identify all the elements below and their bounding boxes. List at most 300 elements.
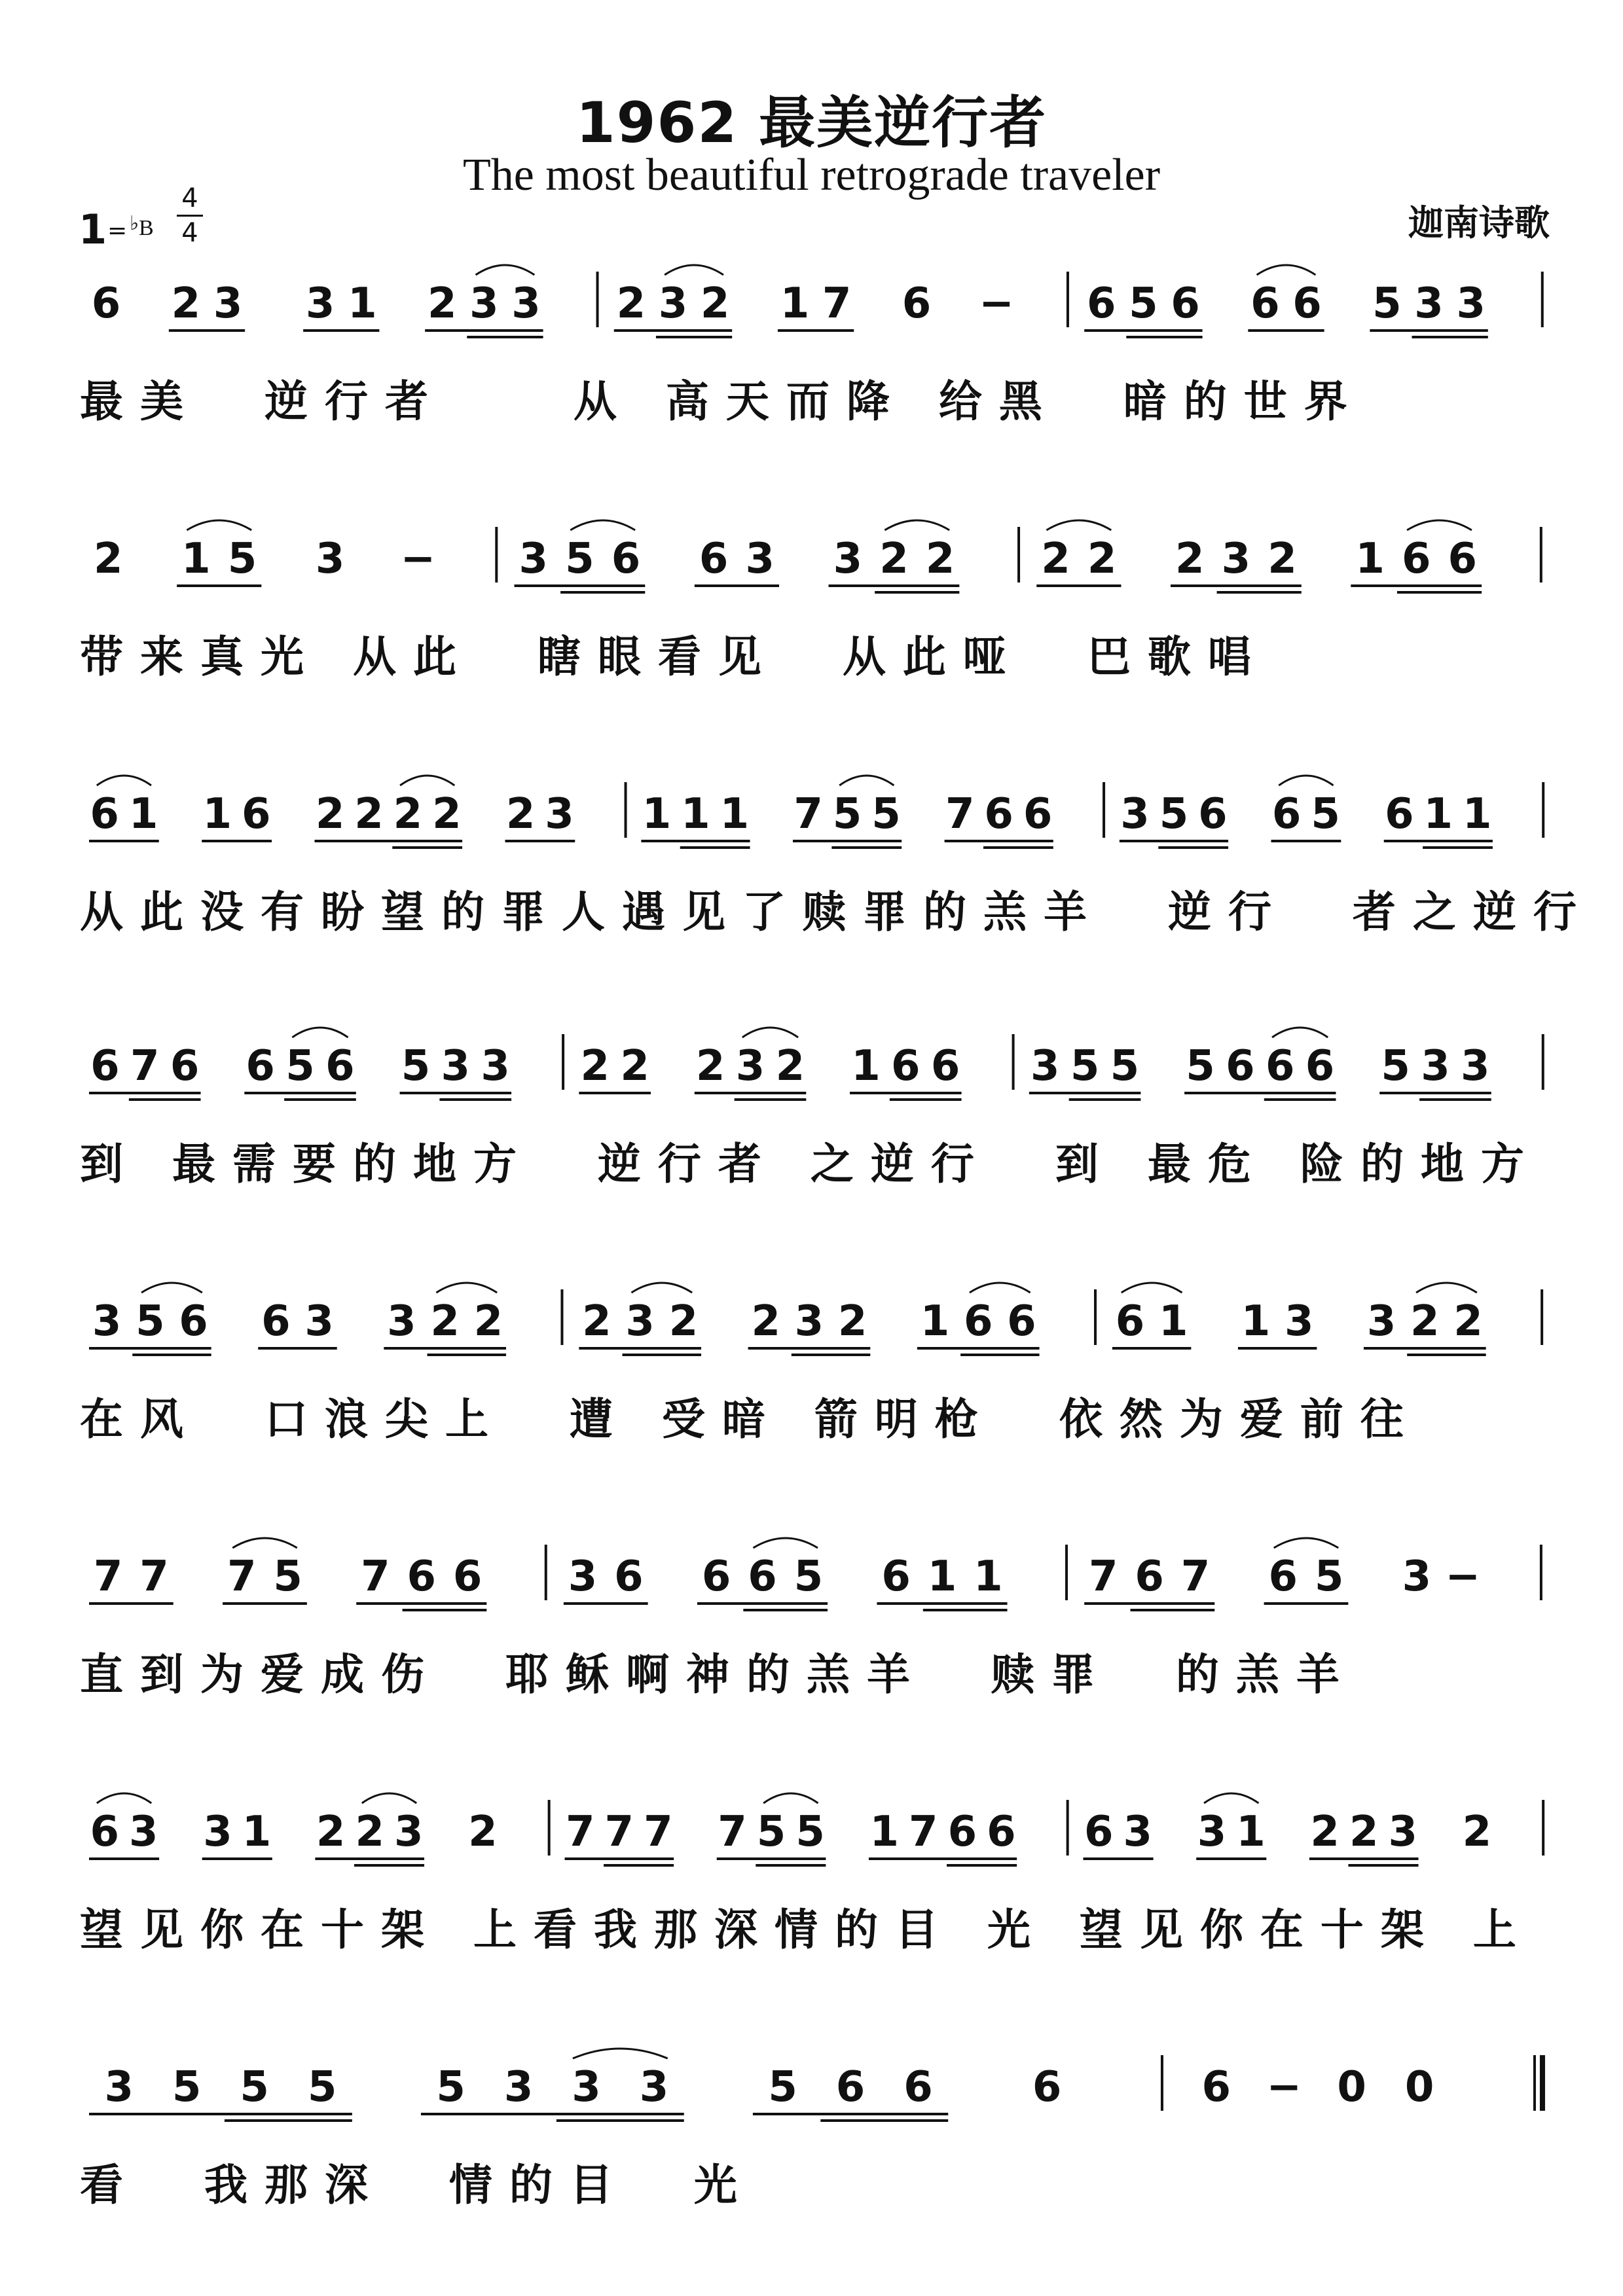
- note: 7: [93, 1552, 123, 1601]
- slur-arc: [1257, 265, 1316, 275]
- note-group: [92, 279, 121, 328]
- note: 1: [869, 1808, 900, 1856]
- note-group: [579, 1283, 701, 1355]
- slur-arc: [742, 1028, 798, 1037]
- lyric-line: 看 我那深 情的目 光: [80, 2160, 754, 2210]
- note: 1: [128, 790, 158, 838]
- note-group: [400, 1042, 512, 1100]
- slur-arc: [1204, 1793, 1258, 1803]
- note: 7: [1180, 1552, 1211, 1601]
- time-top: 4: [181, 183, 198, 213]
- note-group: [564, 1808, 674, 1865]
- lyric-line: 从此没有盼望的罪人遇见了赎罪的羔羊 逆行 者之逆行: [80, 887, 1594, 937]
- note: 7: [361, 1552, 390, 1601]
- note: 6: [1007, 1297, 1036, 1346]
- lyric-line: 带来真光 从此 瞎眼看见 从此哑 巴歌唱: [80, 632, 1268, 682]
- note-group: [1248, 265, 1324, 331]
- note: 5: [1110, 1042, 1140, 1090]
- note: 2: [1410, 1297, 1440, 1346]
- note-group: [1264, 1538, 1349, 1604]
- note: 6: [1171, 279, 1200, 328]
- note: 2: [751, 1297, 780, 1346]
- note-group: [505, 790, 575, 841]
- note: 6: [170, 1042, 200, 1090]
- note: 5: [768, 2063, 797, 2111]
- note: 2: [837, 1297, 867, 1346]
- note: 3: [104, 2063, 134, 2111]
- author-label: 迦南诗歌: [1408, 202, 1550, 243]
- note: 6: [881, 1552, 911, 1601]
- note-group: [979, 279, 1014, 328]
- note: 2: [316, 1808, 346, 1856]
- note: 3: [1456, 279, 1486, 328]
- note: 2: [668, 1297, 699, 1346]
- note: 6: [1135, 1552, 1164, 1601]
- note-group: [1370, 279, 1487, 337]
- note: 2: [620, 1042, 649, 1090]
- note: 6: [930, 1042, 960, 1090]
- note: 5: [1129, 279, 1158, 328]
- note-group: [89, 2063, 352, 2121]
- note: 3: [1123, 1808, 1153, 1856]
- flat-icon: ♭: [130, 212, 139, 235]
- note: 6: [1023, 790, 1053, 838]
- note: 1: [920, 1297, 950, 1346]
- note-group: [89, 1283, 211, 1355]
- note-group: [1201, 2063, 1434, 2111]
- note: 5: [1381, 1042, 1410, 1090]
- note-group: [514, 520, 645, 592]
- lyric-line: 到 最需要的地方 逆行者 之逆行 到 最危 险的地方: [80, 1139, 1541, 1189]
- note-group: [1036, 520, 1121, 586]
- note: 2: [695, 1042, 725, 1090]
- slur-arc: [1407, 520, 1472, 530]
- note: 1: [974, 1552, 1003, 1601]
- note: 3: [572, 2063, 601, 2111]
- note: 7: [945, 790, 975, 838]
- note: 2: [355, 1808, 384, 1856]
- note-group: [421, 2049, 684, 2121]
- note-group: [258, 1297, 337, 1348]
- note: 2: [616, 279, 646, 328]
- note: 5: [273, 1552, 302, 1601]
- note: 3: [387, 1297, 416, 1346]
- slur-arc: [665, 265, 723, 275]
- note-group: [425, 265, 543, 337]
- slur-arc: [1272, 1028, 1328, 1037]
- note: 2: [1175, 535, 1205, 583]
- note-group: [314, 776, 462, 848]
- note-group: [400, 535, 435, 583]
- note: 6: [947, 1808, 977, 1856]
- note: 5: [565, 535, 594, 583]
- note: 3: [745, 535, 775, 583]
- slur-arc: [839, 776, 894, 785]
- note: 6: [963, 1297, 993, 1346]
- note: 5: [307, 2063, 337, 2111]
- note-group: [697, 1538, 828, 1610]
- lyric-line: 直到为爱成伤 耶稣啊神的羔羊 赎罪 的羔羊: [80, 1649, 1357, 1700]
- note-group: [1112, 1283, 1191, 1348]
- slur-arc: [753, 1538, 818, 1548]
- note: 2: [393, 790, 423, 838]
- note: 1: [780, 279, 810, 328]
- note: 2: [1310, 1808, 1340, 1856]
- note-group: [1084, 1552, 1214, 1610]
- note: 6: [1198, 790, 1228, 838]
- note-group: [641, 790, 750, 848]
- note-group: [753, 2063, 948, 2121]
- note: 3: [658, 279, 688, 328]
- note: 6: [1115, 1297, 1145, 1346]
- note: 3: [469, 279, 499, 328]
- note: 5: [285, 1042, 315, 1090]
- note: 2: [427, 279, 457, 328]
- slur-arc: [141, 1283, 202, 1293]
- note: 3: [305, 279, 335, 328]
- note: 6: [984, 790, 1013, 838]
- note-group: [89, 1793, 159, 1859]
- note: 3: [1421, 1042, 1450, 1090]
- note-group: [356, 1552, 486, 1610]
- slur-arc: [400, 776, 454, 785]
- note: 3: [315, 535, 345, 583]
- note-group: [1384, 790, 1493, 848]
- note: 3: [545, 790, 574, 838]
- note-group: [1120, 790, 1228, 848]
- time-divider: [177, 215, 203, 217]
- note: 2: [468, 1808, 498, 1856]
- note: 2: [473, 1297, 503, 1346]
- note-group: [223, 1538, 307, 1604]
- note: 2: [1453, 1297, 1483, 1346]
- note: 3: [511, 279, 541, 328]
- note: 6: [614, 1552, 644, 1601]
- note: 6: [1086, 279, 1116, 328]
- note-group: [945, 790, 1053, 848]
- slur-arc: [884, 520, 949, 530]
- note: 5: [136, 1297, 165, 1346]
- slur-arc: [1279, 776, 1333, 785]
- slur-arc: [970, 1283, 1030, 1293]
- note: 6: [1201, 2063, 1231, 2111]
- note: 6: [699, 535, 729, 583]
- note: 3: [1197, 1808, 1227, 1856]
- note-group: [829, 520, 960, 592]
- note: 3: [503, 2063, 534, 2111]
- note-group: [1379, 1042, 1491, 1100]
- note: 2: [505, 790, 536, 838]
- note: 5: [1070, 1042, 1100, 1090]
- note: 5: [756, 1808, 786, 1856]
- note-group: [177, 520, 261, 586]
- note-group: [1351, 520, 1482, 592]
- note: −: [1266, 2063, 1302, 2111]
- note-group: [384, 1283, 506, 1355]
- note-group: [1364, 1283, 1486, 1355]
- note: 6: [701, 1552, 731, 1601]
- lyric-line: 最美 逆行者 从 高天而降 给黑 暗的世界: [80, 376, 1364, 427]
- note: 5: [172, 2063, 202, 2111]
- note: 6: [1448, 535, 1478, 583]
- note: 5: [795, 1808, 825, 1856]
- note: 6: [891, 1042, 921, 1090]
- note-group: [303, 279, 379, 331]
- note-group: [877, 1552, 1007, 1610]
- note: 3: [833, 535, 863, 583]
- note: 3: [1120, 790, 1150, 838]
- key-letter: B: [139, 216, 154, 240]
- note: 6: [902, 279, 932, 328]
- note: 3: [481, 1042, 510, 1090]
- slur-arc: [1274, 1538, 1339, 1548]
- note: 7: [1089, 1552, 1118, 1601]
- note: 7: [793, 790, 823, 838]
- note: 1: [642, 790, 672, 838]
- note: −: [1445, 1552, 1481, 1601]
- note: 2: [1041, 535, 1070, 583]
- note: 1: [720, 790, 750, 838]
- note: 7: [909, 1808, 938, 1856]
- note: 3: [1388, 1808, 1418, 1856]
- note: 2: [879, 535, 909, 583]
- note: 6: [1032, 2063, 1062, 2111]
- note: 7: [566, 1808, 595, 1856]
- note-group: [1463, 1808, 1492, 1856]
- note: 5: [401, 1042, 431, 1090]
- note: 3: [1366, 1297, 1396, 1346]
- note: 5: [1186, 1042, 1215, 1090]
- slur-arc: [570, 520, 635, 530]
- note: 6: [611, 535, 641, 583]
- note: 2: [315, 790, 345, 838]
- key-equals: =: [107, 217, 128, 244]
- note: 1: [1355, 535, 1385, 583]
- time-bottom: 4: [181, 218, 198, 248]
- note-group: [202, 1808, 272, 1859]
- note: 6: [1385, 790, 1414, 838]
- note-group: [1309, 1808, 1419, 1865]
- note-group: [1032, 2063, 1062, 2111]
- note: 5: [1314, 1552, 1344, 1601]
- slur-arc: [292, 1028, 348, 1037]
- note: 6: [1268, 1552, 1298, 1601]
- note: 5: [240, 2063, 269, 2111]
- note: 7: [139, 1552, 169, 1601]
- note: 2: [1267, 535, 1297, 583]
- note: 2: [1087, 535, 1117, 583]
- note: 2: [582, 1297, 611, 1346]
- note-group: [169, 279, 245, 331]
- note: 6: [90, 790, 119, 838]
- note: 7: [822, 279, 852, 328]
- note: 2: [775, 1042, 805, 1090]
- slur-arc: [1046, 520, 1111, 530]
- note: 6: [987, 1808, 1016, 1856]
- note-group: [1084, 279, 1202, 337]
- note: 3: [1402, 1552, 1432, 1601]
- note: −: [979, 279, 1014, 328]
- note: 3: [213, 279, 243, 328]
- note: 3: [441, 1042, 471, 1090]
- note-group: [614, 265, 732, 337]
- note-group: [717, 1793, 826, 1865]
- note: 6: [1250, 279, 1280, 328]
- note: 6: [835, 2063, 866, 2111]
- slur-arc: [573, 2049, 668, 2058]
- note: 1: [202, 790, 232, 838]
- note-group: [244, 1028, 356, 1100]
- note: 3: [393, 1808, 424, 1856]
- note: 3: [1461, 1042, 1490, 1090]
- note: 3: [735, 1042, 765, 1090]
- note: 7: [604, 1808, 634, 1856]
- song-subtitle: The most beautiful retrograde traveler: [462, 150, 1161, 200]
- note: −: [400, 535, 436, 583]
- note: 3: [1285, 1297, 1314, 1346]
- note: 5: [227, 535, 257, 583]
- note: 6: [261, 1297, 291, 1346]
- note: 1: [181, 535, 211, 583]
- note: 6: [1305, 1042, 1335, 1090]
- slur-arc: [436, 1283, 497, 1293]
- note: 5: [1372, 279, 1402, 328]
- note: 6: [1265, 1042, 1295, 1090]
- note: 3: [519, 535, 549, 583]
- note-group: [564, 1552, 648, 1604]
- note: 5: [436, 2063, 465, 2111]
- note: 6: [246, 1042, 275, 1090]
- note: 2: [171, 279, 201, 328]
- note: 1: [1236, 1808, 1266, 1856]
- note-group: [1029, 1042, 1141, 1100]
- note: 3: [1221, 535, 1251, 583]
- note: 6: [1401, 535, 1431, 583]
- note: 6: [748, 1552, 777, 1601]
- slur-arc: [97, 1793, 151, 1803]
- note-group: [315, 1793, 424, 1865]
- note-group: [94, 535, 123, 583]
- note: 1: [927, 1552, 957, 1601]
- note: 6: [1292, 279, 1322, 328]
- slur-arc: [187, 520, 251, 530]
- note: 6: [1226, 1042, 1255, 1090]
- note: 1: [1423, 790, 1453, 838]
- note: 3: [568, 1552, 598, 1601]
- slur-arc: [476, 265, 535, 275]
- slur-arc: [362, 1793, 416, 1803]
- note: 6: [325, 1042, 355, 1090]
- note: 3: [1030, 1042, 1060, 1090]
- note: 5: [1311, 790, 1340, 838]
- slur-arc: [631, 1283, 692, 1293]
- note-group: [1238, 1297, 1317, 1348]
- note-group: [202, 790, 272, 841]
- note: 2: [700, 279, 730, 328]
- note: 5: [1159, 790, 1189, 838]
- note-group: [902, 279, 932, 328]
- key-do: 1: [79, 206, 107, 253]
- note: 6: [1271, 790, 1302, 838]
- note-group: [316, 535, 345, 583]
- note-group: [1271, 776, 1341, 841]
- note-group: [917, 1283, 1040, 1355]
- slur-arc: [232, 1538, 297, 1548]
- note: 2: [94, 535, 123, 583]
- note: 6: [90, 1808, 120, 1856]
- slur-arc: [1416, 1283, 1477, 1293]
- note-group: [89, 1552, 173, 1604]
- note: 1: [1241, 1297, 1271, 1346]
- note: 6: [903, 2063, 933, 2111]
- note-group: [850, 1042, 962, 1100]
- note-group: [748, 1297, 871, 1355]
- note: 3: [639, 2063, 669, 2111]
- note: 6: [452, 1552, 483, 1601]
- note-group: [1171, 535, 1302, 592]
- note: 2: [580, 1042, 610, 1090]
- lyric-line: 望见你在十架 上看我那深情的目 光 望见你在十架 上: [80, 1905, 1533, 1955]
- slur-arc: [97, 776, 151, 785]
- note-group: [695, 1028, 807, 1100]
- song-title: 1962 最美逆行者: [575, 90, 1048, 156]
- note: 3: [92, 1297, 122, 1346]
- note: 3: [203, 1808, 232, 1856]
- note: 7: [718, 1808, 747, 1856]
- note: 3: [1414, 279, 1444, 328]
- note-group: [793, 776, 902, 848]
- note: 3: [129, 1808, 158, 1856]
- note-group: [1402, 1552, 1480, 1601]
- note: 6: [242, 790, 271, 838]
- note-group: [1184, 1028, 1336, 1100]
- note: 1: [242, 1808, 272, 1856]
- note: 0: [1337, 2063, 1366, 2111]
- note-group: [89, 1042, 201, 1100]
- note: 6: [1084, 1808, 1114, 1856]
- note: 2: [925, 535, 955, 583]
- note: 1: [1462, 790, 1492, 838]
- note: 2: [1462, 1808, 1492, 1856]
- note: 6: [407, 1552, 437, 1601]
- time-signature: [177, 183, 203, 248]
- note: 1: [851, 1042, 881, 1090]
- note-group: [89, 776, 159, 841]
- note: 3: [304, 1297, 334, 1346]
- note-group: [778, 279, 854, 331]
- note-group: [1196, 1793, 1266, 1859]
- note: 1: [348, 279, 377, 328]
- note: 2: [354, 790, 384, 838]
- slur-arc: [1122, 1283, 1182, 1293]
- note: 2: [432, 790, 462, 838]
- note-group: [695, 535, 779, 586]
- note: 5: [793, 1552, 824, 1601]
- note: 3: [794, 1297, 824, 1346]
- note-group: [579, 1042, 651, 1093]
- note: 1: [1158, 1297, 1188, 1346]
- note-group: [468, 1808, 498, 1856]
- note: 7: [227, 1552, 257, 1601]
- note: 6: [179, 1297, 208, 1346]
- note: 6: [90, 1042, 120, 1090]
- note: 2: [1349, 1808, 1379, 1856]
- lyric-line: 在风 口浪尖上 遭 受暗 箭明枪 依然为爱前往: [80, 1394, 1421, 1444]
- slur-arc: [763, 1793, 818, 1803]
- note-group: [1084, 1808, 1154, 1859]
- note: 6: [91, 279, 121, 328]
- note: 2: [430, 1297, 460, 1346]
